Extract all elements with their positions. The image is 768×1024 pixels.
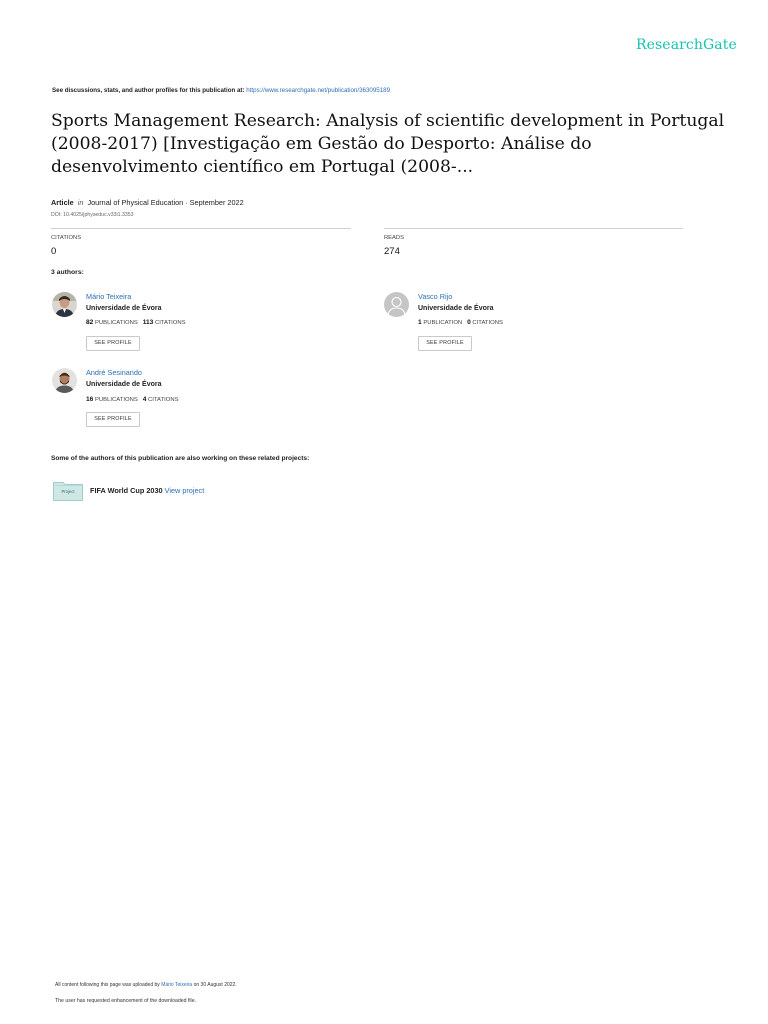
citations-label: CITATIONS — [154, 320, 186, 326]
discussion-line — [52, 87, 390, 94]
citations-count: 0 — [467, 319, 471, 326]
journal-and-date: Journal of Physical Education · September 2022 — [87, 198, 244, 207]
author-name-link[interactable]: Mário Teixeira — [86, 292, 132, 301]
upload-suffix: on 30 August 2022. — [192, 982, 237, 988]
citations-label: CITATIONS — [148, 397, 179, 403]
doi: DOI: 10.4025/jphyseduc.v33i1.3353 — [51, 212, 134, 218]
publication-url-link[interactable]: https://www.researchgate.net/publication/363095189 — [246, 87, 391, 94]
citations-value: 0 — [51, 246, 57, 257]
author-institution: Universidade de Évora — [86, 381, 162, 388]
publications-count: 82 — [86, 319, 94, 326]
citations-divider — [51, 228, 351, 229]
related-projects-heading: Some of the authors of this publication are also working on these related projects: — [51, 455, 310, 462]
publication-title — [51, 110, 741, 179]
reads-divider — [384, 228, 683, 229]
author-institution: Universidade de Évora — [418, 305, 494, 312]
citations-label: CITATIONS — [472, 320, 503, 326]
publications-label: PUBLICATIONS — [94, 397, 138, 403]
enhancement-note: The user has requested enhancement of the downloaded file. — [55, 998, 197, 1004]
publications-label: PUBLICATION — [423, 320, 463, 326]
author-stats — [86, 396, 179, 403]
publication-meta — [51, 198, 244, 207]
see-profile-button[interactable]: SEE PROFILE — [86, 336, 140, 351]
project-name: FIFA World Cup 2030 — [90, 486, 163, 495]
title-line: desenvolvimento científico em Portugal (2008-... — [51, 157, 474, 177]
publications-count: 16 — [86, 396, 94, 403]
project-item — [90, 486, 204, 495]
publication-type: Article — [51, 198, 74, 207]
author-stats — [86, 319, 186, 326]
reads-label: READS — [384, 235, 404, 241]
avatar-placeholder-icon[interactable] — [384, 292, 409, 317]
project-folder-icon — [53, 480, 83, 501]
project-badge: Project — [61, 489, 75, 494]
author-name-link[interactable]: André Sesinando — [86, 368, 142, 377]
citations-label: CITATIONS — [51, 235, 82, 241]
avatar[interactable] — [52, 368, 77, 393]
reads-value: 274 — [384, 246, 400, 257]
authors-heading: 3 authors: — [51, 269, 84, 276]
citations-count: 4 — [142, 396, 147, 403]
see-profile-button[interactable]: SEE PROFILE — [86, 412, 140, 427]
author-stats — [418, 319, 503, 326]
see-profile-button[interactable]: SEE PROFILE — [418, 336, 472, 351]
title-line: (2008-2017) [Investigação em Gestão do Desporto: Análise do — [51, 134, 592, 154]
upload-note — [55, 982, 237, 988]
author-institution: Universidade de Évora — [86, 305, 162, 312]
discussion-prefix: See discussions, stats, and author profiles for this publication at: — [52, 87, 247, 94]
view-project-link[interactable]: View project — [164, 486, 205, 495]
avatar[interactable] — [52, 292, 77, 317]
author-name-link[interactable]: Vasco Rijo — [418, 292, 453, 301]
researchgate-logo[interactable]: ResearchGate — [636, 37, 737, 53]
uploader-link[interactable]: Mário Teixeira — [161, 982, 193, 988]
title-line: Sports Management Research: Analysis of scientific development in Portugal — [51, 111, 725, 131]
citations-count: 113 — [142, 319, 154, 326]
upload-prefix: All content following this page was uploaded by — [55, 982, 162, 988]
in-word: in — [77, 198, 84, 207]
publications-label: PUBLICATIONS — [94, 320, 138, 326]
publications-count: 1 — [418, 319, 422, 326]
